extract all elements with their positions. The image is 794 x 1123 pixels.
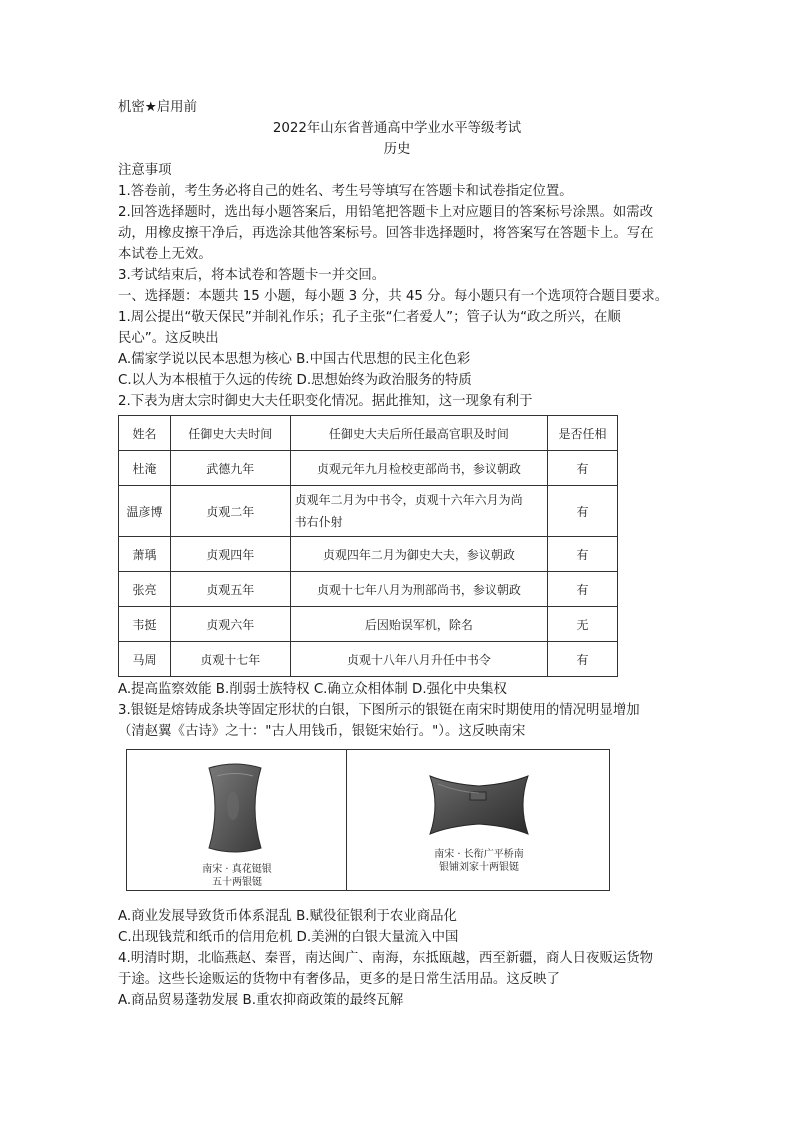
cell-pm: 有	[548, 451, 618, 486]
cell-time: 武德九年	[170, 451, 290, 486]
cell-post-line: 贞观年二月为中书令，贞观十六年六月为尚	[294, 493, 523, 507]
cell-post	[290, 486, 547, 537]
header-cell: 姓名	[119, 416, 171, 451]
ingot-image-left	[205, 762, 265, 854]
notice-item: 本试卷上无效。	[118, 247, 212, 262]
notice-item: 动，用橡皮擦干净后，再选涂其他答案标号。回答非选择题时，将答案写在答题卡上。写在	[118, 226, 654, 241]
header-cell: 任御史大夫时间	[170, 416, 290, 451]
notice-item: 3.考试结束后，将本试卷和答题卡一并交回。	[118, 268, 386, 283]
section-heading: 一、选择题：本题共 15 小题，每小题 3 分，共 45 分。每小题只有一个选项符合题目要求。	[118, 289, 669, 304]
notice-item: 1.答卷前，考生务必将自己的姓名、考生号等填写在答题卡和试卷指定位置。	[118, 184, 573, 199]
notice-heading: 注意事项	[118, 163, 172, 178]
ingot-figure	[126, 749, 610, 891]
header-cell: 是否任相	[548, 416, 618, 451]
q4-stem: 4.明清时期，北临燕赵、秦晋，南达闽广、南海，东抵瓯越，西至新疆，商人日夜贩运货物	[118, 951, 654, 966]
table-row	[119, 642, 618, 677]
table-row	[119, 537, 618, 572]
cell-time: 贞观二年	[170, 486, 290, 537]
cell-name: 杜淹	[119, 451, 171, 486]
cell-time: 贞观四年	[170, 537, 290, 572]
notice-item: 2.回答选择题时，选出每小题答案后，用铅笔把答题卡上对应题目的答案标号涂黑。如需改	[118, 205, 654, 220]
table-row	[119, 451, 618, 486]
censor-table	[118, 415, 618, 677]
table-row	[119, 607, 618, 642]
cell-pm: 有	[548, 642, 618, 677]
cell-post: 贞观四年二月为御史大夫，参议朝政	[290, 537, 547, 572]
q3-options: C.出现钱荒和纸币的信用危机 D.美洲的白银大量流入中国	[118, 930, 459, 945]
q4-options: A.商品贸易蓬勃发展 B.重农抑商政策的最终瓦解	[118, 993, 404, 1008]
cell-name: 温彦博	[119, 486, 171, 537]
cell-post: 后因贻误军机，除名	[290, 607, 547, 642]
cell-time: 贞观十七年	[170, 642, 290, 677]
q3-options: A.商业发展导致货币体系混乱 B.赋役征银利于农业商品化	[118, 909, 457, 924]
ingot-image-right	[424, 770, 534, 840]
cell-name: 韦挺	[119, 607, 171, 642]
q4-stem: 于途。这些长途贩运的货物中有奢侈品，更多的是日常生活用品。这反映了	[118, 972, 560, 987]
q2-options: A.提高监察效能 B.削弱士族特权 C.确立众相体制 D.强化中央集权	[118, 682, 507, 697]
header-cell: 任御史大夫后所任最高官职及时间	[290, 416, 547, 451]
caption-left-2: 五十两银铤	[212, 877, 262, 888]
q3-stem: 3.银铤是熔铸成条块等固定形状的白银，下图所示的银铤在南宋时期使用的情况明显增加	[118, 703, 640, 718]
q1-options: A.儒家学说以民本思想为核心 B.中国古代思想的民主化色彩	[118, 352, 471, 367]
figure-divider	[346, 750, 347, 890]
q1-stem: 民心”。这反映出	[118, 331, 219, 346]
cell-name: 张亮	[119, 572, 171, 607]
cell-pm: 无	[548, 607, 618, 642]
q1-stem: 1.周公提出“敬天保民”并制礼作乐；孔子主张“仁者爱人”；管子认为“政之所兴，在顺	[118, 310, 621, 325]
exam-subject: 历史	[383, 142, 411, 157]
table-header-row	[119, 416, 618, 451]
cell-time: 贞观五年	[170, 572, 290, 607]
q2-stem: 2.下表为唐太宗时御史大夫任职变化情况。据此推知，这一现象有利于	[118, 394, 533, 409]
cell-post: 贞观元年九月检校吏部尚书，参议朝政	[290, 451, 547, 486]
cell-post-line: 书右仆射	[294, 515, 343, 529]
caption-right-1: 南宋 · 长衔广平桥南	[434, 849, 524, 860]
secret-label: 机密★启用前	[118, 100, 197, 115]
cell-pm: 有	[548, 572, 618, 607]
caption-left-1: 南宋 · 真花铤银	[202, 864, 272, 875]
q3-stem: （清赵翼《古诗》之十："古人用钱币，银铤宋始行。"）。这反映南宋	[118, 724, 526, 739]
table-row	[119, 572, 618, 607]
cell-name: 萧瑀	[119, 537, 171, 572]
cell-pm: 有	[548, 486, 618, 537]
cell-name: 马周	[119, 642, 171, 677]
cell-pm: 有	[548, 537, 618, 572]
table-row	[119, 486, 618, 537]
q1-options: C.以人为本根植于久远的传统 D.思想始终为政治服务的特质	[118, 373, 472, 388]
cell-post: 贞观十八年八月升任中书令	[290, 642, 547, 677]
cell-post: 贞观十七年八月为刑部尚书，参议朝政	[290, 572, 547, 607]
exam-title: 2022年山东省普通高中学业水平等级考试	[272, 121, 522, 136]
caption-right-2: 银铺刘家十两银铤	[439, 862, 519, 873]
cell-time: 贞观六年	[170, 607, 290, 642]
